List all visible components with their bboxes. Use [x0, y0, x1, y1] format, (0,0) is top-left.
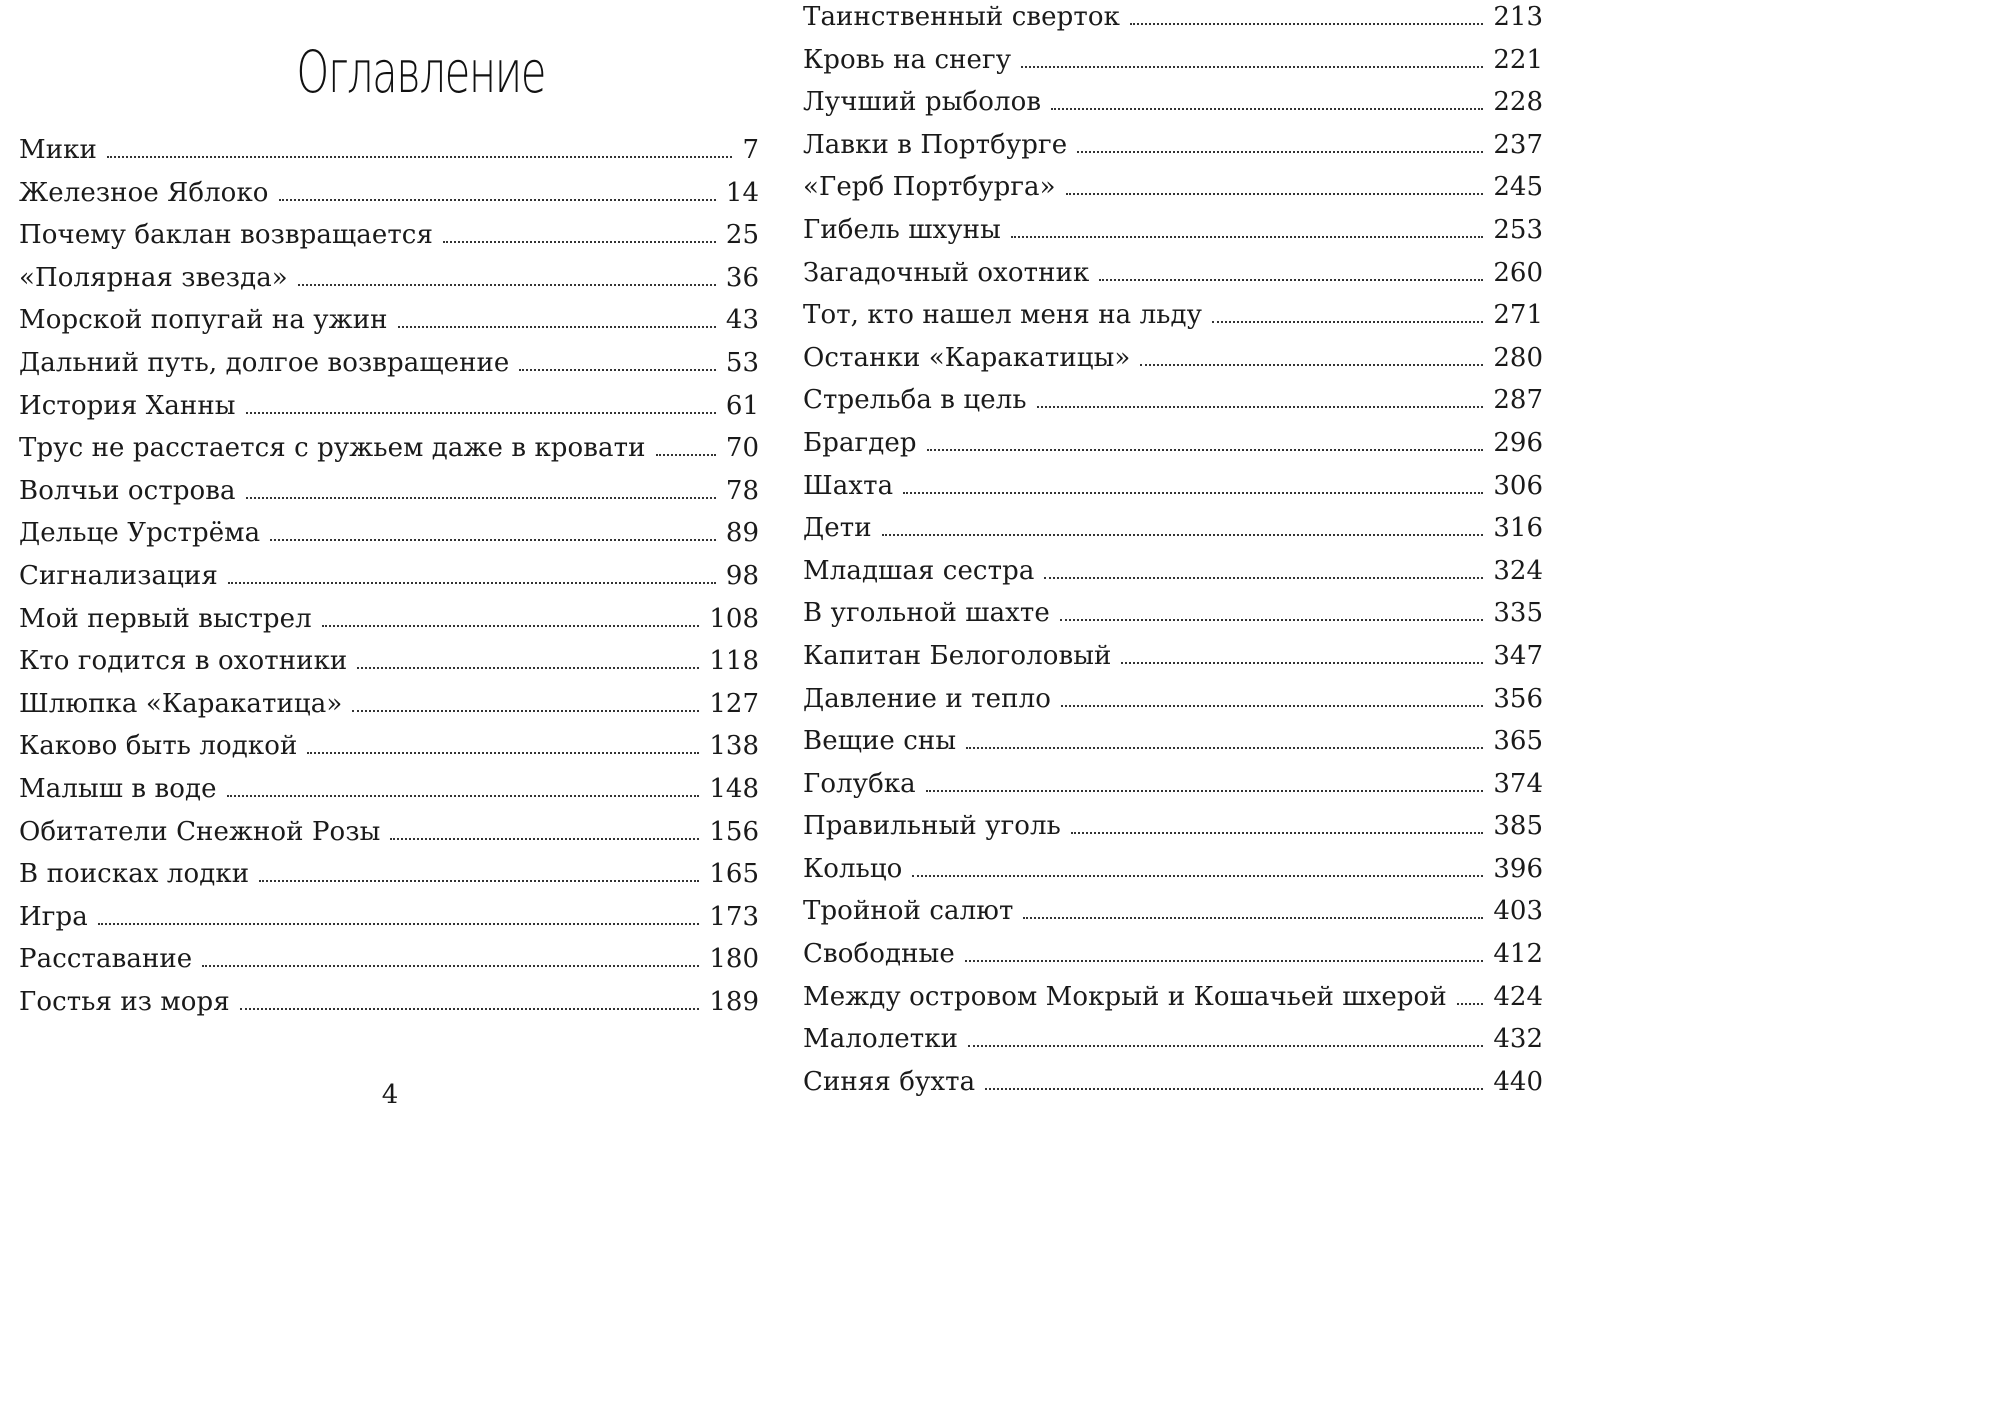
toc-entry[interactable]	[803, 805, 1543, 848]
toc-entry-page: 165	[699, 853, 759, 895]
toc-entry-page: 156	[699, 811, 759, 853]
dot-leader	[390, 838, 699, 840]
toc-entry-page: 287	[1483, 379, 1543, 421]
toc-entry-title: Кто годится в охотники	[19, 640, 357, 682]
toc-entry-title: История Ханны	[19, 385, 246, 427]
dot-leader	[227, 795, 700, 797]
toc-entry-page: 138	[699, 725, 759, 767]
dot-leader	[1071, 832, 1483, 834]
toc-entry-page: 173	[699, 896, 759, 938]
toc-entry[interactable]	[803, 252, 1543, 295]
toc-entry-title: Давление и тепло	[803, 678, 1061, 720]
dot-leader	[1061, 705, 1483, 707]
toc-entry-title: Младшая сестра	[803, 550, 1044, 592]
toc-entry[interactable]	[803, 422, 1543, 465]
toc-entry-title: Лучший рыболов	[803, 81, 1051, 123]
toc-entry-page: 260	[1483, 252, 1543, 294]
toc-entry-page: 396	[1483, 848, 1543, 890]
toc-entry-page: 440	[1483, 1061, 1543, 1103]
dot-leader	[298, 284, 716, 286]
toc-entry[interactable]	[803, 209, 1543, 252]
toc-entry-title: Игра	[19, 896, 98, 938]
toc-entry-page: 253	[1483, 209, 1543, 251]
dot-leader	[912, 875, 1483, 877]
toc-entry-title: Брагдер	[803, 422, 927, 464]
toc-entry[interactable]	[19, 683, 759, 726]
toc-entry-page: 365	[1483, 720, 1543, 762]
toc-entry-title: Дельце Урстрёма	[19, 512, 270, 554]
toc-entry-page: 118	[699, 640, 759, 682]
toc-entry[interactable]	[803, 166, 1543, 209]
toc-entry[interactable]	[803, 678, 1543, 721]
toc-entry-title: Голубка	[803, 763, 926, 805]
toc-entry-page: 306	[1483, 465, 1543, 507]
toc-entry[interactable]	[19, 981, 759, 1024]
toc-entry[interactable]	[19, 172, 759, 215]
dot-leader	[107, 156, 733, 158]
toc-entry[interactable]	[803, 720, 1543, 763]
toc-entry-page: 324	[1483, 550, 1543, 592]
toc-entry-page: 25	[716, 214, 759, 256]
toc-entry-title: Шахта	[803, 465, 903, 507]
toc-entry[interactable]	[803, 1018, 1543, 1061]
toc-entry-title: Лавки в Портбурге	[803, 124, 1077, 166]
dot-leader	[882, 534, 1484, 536]
toc-entry[interactable]	[803, 1061, 1543, 1104]
toc-entry-title: Обитатели Снежной Розы	[19, 811, 390, 853]
toc-entry[interactable]	[19, 598, 759, 641]
dot-leader	[1121, 662, 1483, 664]
dot-leader	[307, 752, 699, 754]
toc-entry[interactable]	[19, 342, 759, 385]
dot-leader	[966, 747, 1483, 749]
toc-entry-title: Синяя бухта	[803, 1061, 985, 1103]
toc-entry-page: 180	[699, 938, 759, 980]
toc-entry-page: 53	[716, 342, 759, 384]
toc-entry[interactable]	[19, 640, 759, 683]
toc-entry-title: Вещие сны	[803, 720, 966, 762]
page-number: 4	[381, 1080, 399, 1110]
toc-entry-title: Почему баклан возвращается	[19, 214, 443, 256]
toc-entry-title: Расставание	[19, 938, 202, 980]
dot-leader	[259, 880, 699, 882]
toc-entry-page: 89	[716, 512, 759, 554]
toc-entry[interactable]	[803, 890, 1543, 933]
toc-entry[interactable]	[19, 896, 759, 939]
dot-leader	[1140, 364, 1483, 366]
left-page	[0, 0, 780, 1114]
dot-leader	[322, 625, 700, 627]
toc-entry-title: Капитан Белоголовый	[803, 635, 1121, 677]
toc-entry[interactable]	[19, 129, 759, 172]
toc-entry[interactable]	[803, 39, 1543, 82]
dot-leader	[240, 1008, 700, 1010]
toc-entry-page: 347	[1483, 635, 1543, 677]
dot-leader	[398, 326, 716, 328]
toc-entry-title: Железное Яблоко	[19, 172, 279, 214]
page-title: Оглавление	[296, 38, 546, 106]
toc-entry[interactable]	[19, 853, 759, 896]
toc-entry-page: 412	[1483, 933, 1543, 975]
toc-entry[interactable]	[19, 257, 759, 300]
toc-entry-page: 148	[699, 768, 759, 810]
toc-entry-page: 189	[699, 981, 759, 1023]
toc-entry-title: Сигнализация	[19, 555, 228, 597]
toc-entry[interactable]	[19, 512, 759, 555]
dot-leader	[1021, 66, 1483, 68]
dot-leader	[1051, 108, 1483, 110]
toc-entry-title: Кровь на снегу	[803, 39, 1021, 81]
toc-entry[interactable]	[19, 299, 759, 342]
toc-entry[interactable]	[803, 976, 1543, 1019]
toc-entry-title: Трус не расстается с ружьем даже в кровати	[19, 427, 656, 469]
toc-entry[interactable]	[803, 465, 1543, 508]
dot-leader	[927, 449, 1484, 451]
dot-leader	[246, 412, 716, 414]
toc-entry-page: 237	[1483, 124, 1543, 166]
toc-entry[interactable]	[19, 214, 759, 257]
dot-leader	[202, 965, 699, 967]
toc-entry-page: 356	[1483, 678, 1543, 720]
toc-entry-page: 43	[716, 299, 759, 341]
toc-entry-page: 271	[1483, 294, 1543, 336]
toc-entry-page: 127	[699, 683, 759, 725]
toc-entry-page: 78	[716, 470, 759, 512]
dot-leader	[1457, 1003, 1484, 1005]
toc-entry-page: 14	[716, 172, 759, 214]
toc-entry-page: 213	[1483, 0, 1543, 38]
toc-entry[interactable]	[19, 385, 759, 428]
toc-entry-title: Малыш в воде	[19, 768, 227, 810]
toc-entry-title: Морской попугай на ужин	[19, 299, 398, 341]
dot-leader	[519, 369, 715, 371]
dot-leader	[1011, 236, 1483, 238]
toc-entry-page: 70	[716, 427, 759, 469]
toc-entry[interactable]	[19, 470, 759, 513]
toc-entry[interactable]	[803, 379, 1543, 422]
toc-entry-page: 335	[1483, 592, 1543, 634]
toc-entry-title: Останки «Каракатицы»	[803, 337, 1140, 379]
toc-entry-page: 280	[1483, 337, 1543, 379]
dot-leader	[965, 960, 1484, 962]
dot-leader	[1130, 23, 1483, 25]
toc-entry-title: В угольной шахте	[803, 592, 1060, 634]
toc-entry-page: 98	[716, 555, 759, 597]
toc-entry[interactable]	[803, 0, 1543, 39]
toc-entry-page: 424	[1483, 976, 1543, 1018]
toc-entry-title: Гибель шхуны	[803, 209, 1011, 251]
toc-entry[interactable]	[803, 592, 1543, 635]
toc-entry-title: Свободные	[803, 933, 965, 975]
toc-entry-title: Мой первый выстрел	[19, 598, 322, 640]
dot-leader	[903, 492, 1483, 494]
toc-entry-page: 432	[1483, 1018, 1543, 1060]
toc-list-left	[19, 129, 759, 1023]
toc-entry-title: Малолетки	[803, 1018, 968, 1060]
dot-leader	[279, 199, 716, 201]
toc-entry-page: 36	[716, 257, 759, 299]
toc-entry[interactable]	[19, 768, 759, 811]
dot-leader	[926, 790, 1484, 792]
toc-entry[interactable]	[19, 555, 759, 598]
toc-entry[interactable]	[803, 635, 1543, 678]
dot-leader	[228, 582, 716, 584]
toc-entry[interactable]	[803, 124, 1543, 167]
toc-entry-title: Дети	[803, 507, 882, 549]
toc-entry-title: Шлюпка «Каракатица»	[19, 683, 352, 725]
toc-entry-page: 228	[1483, 81, 1543, 123]
dot-leader	[443, 241, 716, 243]
toc-entry-title: Стрельба в цель	[803, 379, 1037, 421]
toc-entry[interactable]	[803, 81, 1543, 124]
toc-entry-title: В поисках лодки	[19, 853, 259, 895]
toc-entry-page: 403	[1483, 890, 1543, 932]
toc-entry-page: 245	[1483, 166, 1543, 208]
toc-entry-title: Каково быть лодкой	[19, 725, 307, 767]
toc-entry[interactable]	[803, 550, 1543, 593]
toc-entry[interactable]	[803, 763, 1543, 806]
right-page	[780, 0, 1560, 1114]
dot-leader	[352, 710, 699, 712]
toc-entry[interactable]	[803, 848, 1543, 891]
toc-entry-page: 108	[699, 598, 759, 640]
toc-entry-page: 296	[1483, 422, 1543, 464]
toc-entry-title: Загадочный охотник	[803, 252, 1099, 294]
toc-entry-title: Мики	[19, 129, 107, 171]
toc-entry[interactable]	[19, 427, 759, 470]
dot-leader	[1212, 321, 1483, 323]
toc-entry-title: «Герб Портбурга»	[803, 166, 1066, 208]
toc-entry-title: Волчьи острова	[19, 470, 246, 512]
toc-entry[interactable]	[803, 337, 1543, 380]
toc-entry[interactable]	[803, 507, 1543, 550]
dot-leader	[1060, 619, 1483, 621]
toc-entry[interactable]	[19, 811, 759, 854]
dot-leader	[656, 454, 716, 456]
dot-leader	[968, 1045, 1483, 1047]
toc-entry[interactable]	[803, 933, 1543, 976]
toc-entry-page: 7	[732, 129, 759, 171]
toc-entry-title: Тот, кто нашел меня на льду	[803, 294, 1212, 336]
toc-entry-title: Правильный уголь	[803, 805, 1071, 847]
toc-entry-page: 374	[1483, 763, 1543, 805]
toc-entry-title: Дальний путь, долгое возвращение	[19, 342, 519, 384]
dot-leader	[270, 539, 716, 541]
toc-entry-page: 61	[716, 385, 759, 427]
dot-leader	[357, 667, 699, 669]
toc-entry-title: «Полярная звезда»	[19, 257, 298, 299]
toc-entry-page: 316	[1483, 507, 1543, 549]
dot-leader	[1077, 151, 1483, 153]
toc-entry-title: Гостья из моря	[19, 981, 240, 1023]
toc-entry-title: Между островом Мокрый и Кошачьей шхерой	[803, 976, 1457, 1018]
dot-leader	[1099, 279, 1483, 281]
toc-entry[interactable]	[803, 294, 1543, 337]
toc-entry-page: 221	[1483, 39, 1543, 81]
toc-entry[interactable]	[19, 938, 759, 981]
dot-leader	[246, 497, 716, 499]
toc-list-right	[803, 0, 1543, 1103]
toc-entry-title: Таинственный сверток	[803, 0, 1130, 38]
dot-leader	[1044, 577, 1483, 579]
dot-leader	[98, 923, 700, 925]
dot-leader	[1037, 406, 1484, 408]
toc-entry-page: 385	[1483, 805, 1543, 847]
toc-entry[interactable]	[19, 725, 759, 768]
toc-entry-title: Кольцо	[803, 848, 912, 890]
dot-leader	[1023, 917, 1483, 919]
dot-leader	[1066, 193, 1484, 195]
dot-leader	[985, 1088, 1483, 1090]
toc-entry-title: Тройной салют	[803, 890, 1023, 932]
